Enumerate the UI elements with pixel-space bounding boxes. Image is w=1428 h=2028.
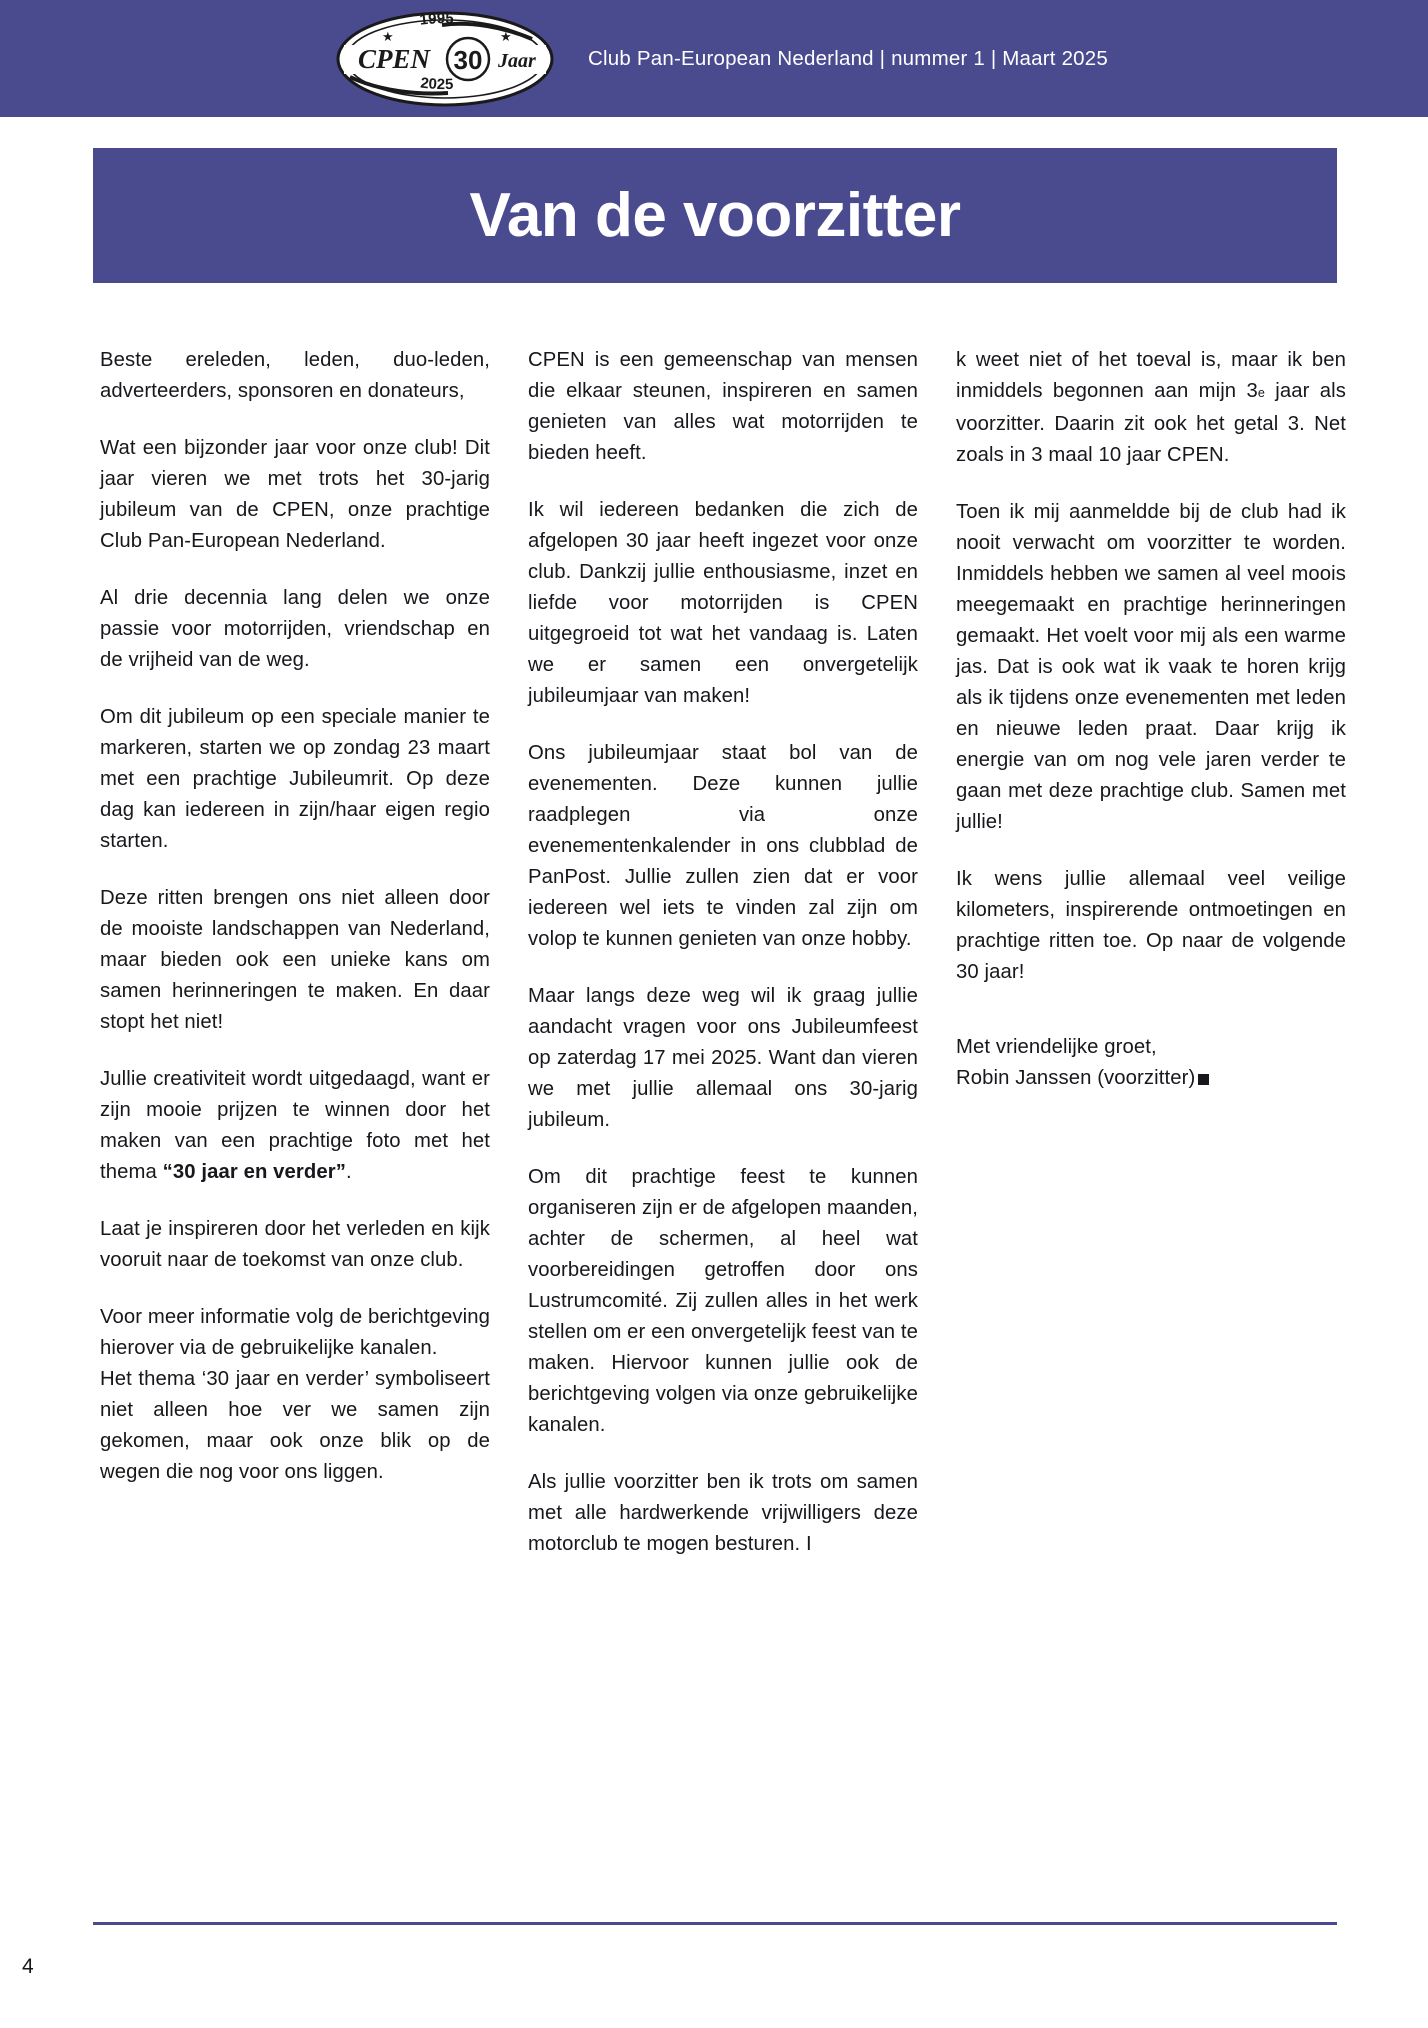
signature-name: Robin Janssen (voorzitter) (956, 1067, 1196, 1089)
paragraph: Wat een bijzonder jaar voor onze club! Dit jaar vieren we met trots het 30-jarig jubileum van de CPEN, onze prachtige Club Pan-European Nederland. (100, 437, 490, 552)
cpen-logo-icon (320, 7, 570, 111)
column-1 (100, 345, 490, 1488)
paragraph: Om dit prachtige feest te kunnen organiseren zijn er de afgelopen maanden, achter de schermen, al heel wat voorbereidingen getroffen door ons Lustrumcomité. Zij zullen alles in het werk stellen om er een onvergetelijk feest van te maken. Hiervoor kunnen jullie ook de berichtgeving volgen via onze gebruikelijke kanalen. (528, 1166, 918, 1436)
footer-divider (93, 1922, 1337, 1925)
svg-text:2025: 2025 (419, 74, 454, 93)
paragraph: Laat je inspireren door het verleden en kijk vooruit naar de toekomst van onze club. (100, 1218, 490, 1271)
paragraph: Beste ereleden, leden, duo-leden, adverteerders, sponsoren en donateurs, (100, 349, 490, 402)
svg-text:Jaar: Jaar (498, 49, 536, 72)
masthead-text: Club Pan-European Nederland | nummer 1 | Maart 2025 (588, 46, 1108, 70)
page-header (0, 0, 1428, 117)
column-3 (956, 345, 1346, 1094)
paragraph: Ik wens jullie allemaal veel veilige kilometers, inspirerende ontmoetingen en prachtige ritten toe. Op naar de volgende 30 jaar! (956, 868, 1346, 983)
paragraph: Maar langs deze weg wil ik graag jullie aandacht vragen voor ons Jubileumfeest op zaterdag 17 mei 2025. Want dan vieren we met jullie allemaal ons 30-jarig jubileum. (528, 985, 918, 1131)
svg-text:★: ★ (382, 28, 394, 44)
svg-text:★: ★ (500, 28, 512, 44)
paragraph-theme-meaning: Het thema ‘30 jaar en verder’ symboliseert niet alleen hoe ver we samen zijn gekomen, maar ook onze blik op de wegen die nog voor ons liggen. (100, 1368, 490, 1483)
paragraph-theme-prize (100, 1064, 490, 1188)
ordinal-superscript: e (1257, 386, 1265, 400)
article-body (100, 345, 1348, 1560)
paragraph: Om dit jubileum op een speciale manier te markeren, starten we op zondag 23 maart met een prachtige Jubileumrit. Op deze dag kan iedereen in zijn/haar eigen regio starten. (100, 706, 490, 852)
signature-name-line (956, 1063, 1346, 1094)
paragraph: CPEN is een gemeenschap van mensen die elkaar steunen, inspireren en samen genieten van alles wat motorrijden te bieden heeft. (528, 349, 918, 464)
text-before-superscript: k weet niet of het toeval is, maar ik ben inmiddels begonnen aan mijn 3 (956, 349, 1346, 402)
signature-greeting: Met vriendelijke groet, (956, 1036, 1157, 1058)
paragraph: Als jullie voorzitter ben ik trots om samen met alle hardwerkende vrijwilligers deze motorclub te mogen besturen. I (528, 1471, 918, 1555)
page-title: Van de voorzitter (469, 181, 961, 250)
paragraph-continued (956, 345, 1346, 471)
theme-bold: “30 jaar en verder” (162, 1161, 347, 1183)
paragraph: Al drie decennia lang delen we onze passie voor motorrijden, vriendschap en de vrijheid van de weg. (100, 587, 490, 671)
paragraph: Ons jubileumjaar staat bol van de evenementen. Deze kunnen jullie raadplegen via onze evenementenkalender in ons clubblad de PanPost. Jullie zullen zien dat er voor iedereen wel iets te vinden zal zijn om volop te kunnen genieten van onze hobby. (528, 742, 918, 950)
cpen-logo (320, 7, 570, 111)
paragraph: Deze ritten brengen ons niet alleen door de mooiste landschappen van Nederland, maar bieden ook een unieke kans om samen herinneringen te maken. En daar stopt het niet! (100, 887, 490, 1033)
paragraph: Voor meer informatie volg de berichtgeving hierover via de gebruikelijke kanalen. (100, 1306, 490, 1359)
text-after-superscript: jaar als voorzitter. Daarin zit ook het getal 3. Net zoals in 3 maal 10 jaar CPEN. (956, 380, 1346, 466)
text-after-bold: . (346, 1161, 352, 1183)
signature-block (956, 1032, 1346, 1094)
column-2 (528, 345, 918, 1560)
svg-text:1995: 1995 (418, 9, 454, 29)
page-number: 4 (22, 1955, 34, 1978)
article-title-banner (93, 148, 1337, 283)
svg-text:30: 30 (453, 44, 483, 75)
paragraph: Toen ik mij aanmeldde bij de club had ik nooit verwacht om voorzitter te worden. Inmiddels hebben we samen al veel moois meegemaakt en prachtige herinneringen gemaakt. Het voelt voor mij als een warme jas. Dat is ook wat ik vaak te horen krijg als ik tijdens onze evenementen met leden en nieuwe leden praat. Daar krijg ik energie van om nog vele jaren verder te gaan met deze prachtige club. Samen met jullie! (956, 501, 1346, 833)
text-before-bold: Jullie creativiteit wordt uitgedaagd, want er zijn mooie prijzen te winnen door het maken van een prachtige foto met het thema (100, 1068, 490, 1183)
paragraph: Ik wil iedereen bedanken die zich de afgelopen 30 jaar heeft ingezet voor onze club. Dankzij jullie enthousiasme, inzet en liefde voor motorrijden is CPEN uitgegroeid tot wat het vandaag is. Laten we er samen een onvergetelijk jubileumjaar van maken! (528, 499, 918, 707)
end-of-article-mark-icon (1198, 1074, 1209, 1085)
svg-text:CPEN: CPEN (358, 43, 431, 74)
